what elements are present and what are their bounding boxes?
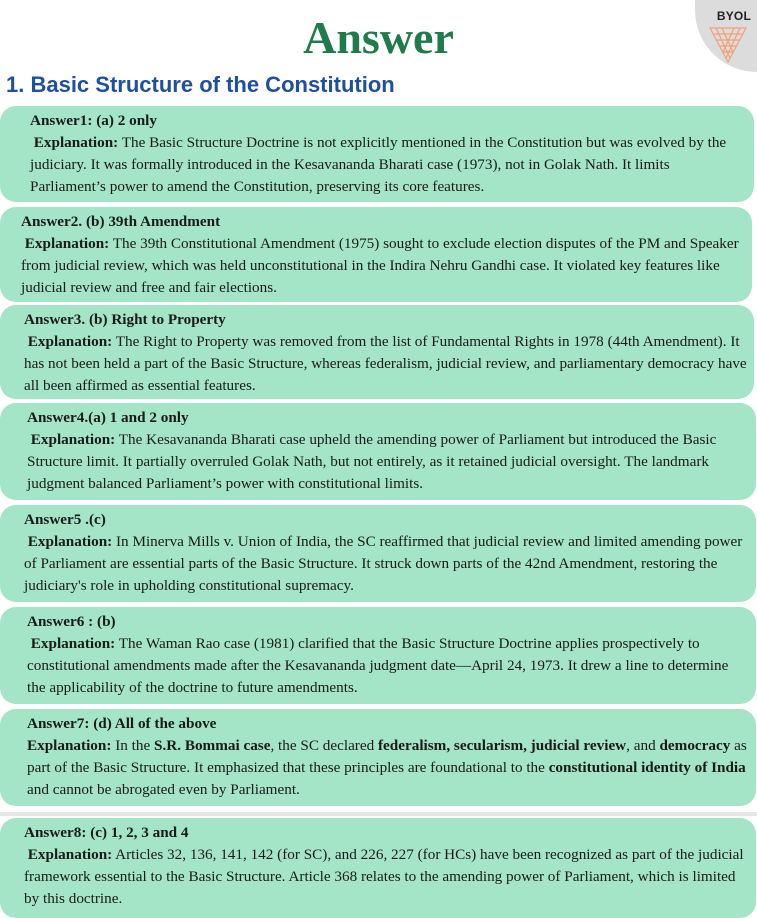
answer-card-3	[0, 305, 754, 399]
explanation-text: , and	[626, 737, 660, 754]
answer-title: Answer2. (b) 39th Amendment	[21, 213, 221, 230]
explanation-label: Explanation:	[27, 737, 112, 754]
explanation-text: as part of the Basic Structure. It emphasized that these principles are foundational to the	[27, 737, 747, 776]
answer-explanation	[27, 429, 750, 495]
answer-explanation	[27, 633, 750, 699]
explanation-text: The Right to Property was removed from the list of Fundamental Rights in 1978 (44th Amendment). It has not been held a part of the Basic Structure, whereas federalism, judicial review, and parliamentary democracy have all been affirmed as essential features.	[24, 333, 747, 394]
answer-card-2	[0, 207, 752, 302]
emphasis-text: democracy	[659, 737, 731, 754]
explanation-label: Explanation:	[27, 333, 113, 350]
explanation-label: Explanation:	[24, 235, 110, 252]
answer-title: Answer6 : (b)	[27, 613, 116, 630]
answer-explanation	[24, 844, 750, 910]
answer-explanation	[30, 132, 748, 198]
answer-explanation	[27, 735, 750, 801]
answer-card-1	[0, 106, 754, 202]
emphasis-text: constitutional identity of India	[548, 759, 746, 776]
section-heading: 1. Basic Structure of the Constitution	[6, 72, 395, 97]
explanation-text: The Basic Structure Doctrine is not explicitly mentioned in the Constitution but was evolved by the judiciary. It was formally introduced in the Kesavananda Bharati case (1973), not in Golak Nath. It limits Parliament’s power to amend the Constitution, preserving its core features.	[30, 134, 727, 195]
explanation-label: Explanation:	[27, 533, 113, 550]
explanation-text: In the	[111, 737, 155, 754]
explanation-label: Explanation:	[30, 431, 116, 448]
explanation-label: Explanation:	[30, 635, 116, 652]
answer-card-7	[0, 709, 756, 806]
answer-explanation	[21, 233, 746, 299]
answer-title: Answer7: (d) All of the above	[27, 715, 217, 732]
section-divider	[0, 812, 757, 816]
explanation-label: Explanation:	[33, 134, 119, 151]
answer-card-6	[0, 607, 756, 704]
explanation-text: The Kesavananda Bharati case upheld the amending power of Parliament but introduced the Basic Structure limit. It partially overruled Golak Nath, but not entirely, as it retained judicial oversight. The landmark judgment balanced Parliament’s power with constitutional limits.	[27, 431, 717, 492]
answer-card-8	[0, 818, 756, 918]
answer-card-5	[0, 505, 756, 602]
answer-card-4	[0, 403, 756, 500]
explanation-text: The 39th Constitutional Amendment (1975) sought to exclude election disputes of the PM and Speaker from judicial review, which was held unconstitutional in the Indira Nehru Gandhi case. It violated key features like judicial review and free and fair elections.	[21, 235, 739, 296]
emphasis-text: federalism, secularism, judicial review	[378, 737, 627, 754]
brand-name: BYOL	[716, 9, 751, 23]
answer-title: Answer3. (b) Right to Property	[24, 311, 226, 328]
answer-title: Answer5 .(c)	[24, 511, 106, 528]
emphasis-text: S.R. Bommai case	[154, 737, 271, 754]
explanation-text: The Waman Rao case (1981) clarified that the Basic Structure Doctrine applies prospectively to constitutional amendments made after the Kesavananda judgment date—April 24, 1973. It drew a line to determine the applicability of the doctrine to future amendments.	[27, 635, 729, 696]
explanation-label: Explanation:	[27, 846, 113, 863]
explanation-text: Articles 32, 136, 141, 142 (for SC), and 226, 227 (for HCs) have been recognized as part of the judicial framework essential to the Basic Structure. Article 368 relates to the amending power of Parliament, which is limited by this doctrine.	[24, 846, 744, 907]
explanation-text: , the SC declared	[270, 737, 378, 754]
answer-explanation	[24, 531, 750, 597]
explanation-text: and cannot be abrogated even by Parliament.	[27, 781, 300, 798]
explanation-text: In Minerva Mills v. Union of India, the SC reaffirmed that judicial review and limited amending power of Parliament are essential parts of the Basic Structure. It struck down parts of the 42nd Amendment, restoring the judiciary's role in upholding constitutional supremacy.	[24, 533, 743, 594]
answer-explanation	[24, 331, 748, 397]
answer-title: Answer8: (c) 1, 2, 3 and 4	[24, 824, 189, 841]
answer-title: Answer4.(a) 1 and 2 only	[27, 409, 189, 426]
page-title: Answer	[303, 12, 454, 63]
answer-title: Answer1: (a) 2 only	[30, 112, 157, 129]
